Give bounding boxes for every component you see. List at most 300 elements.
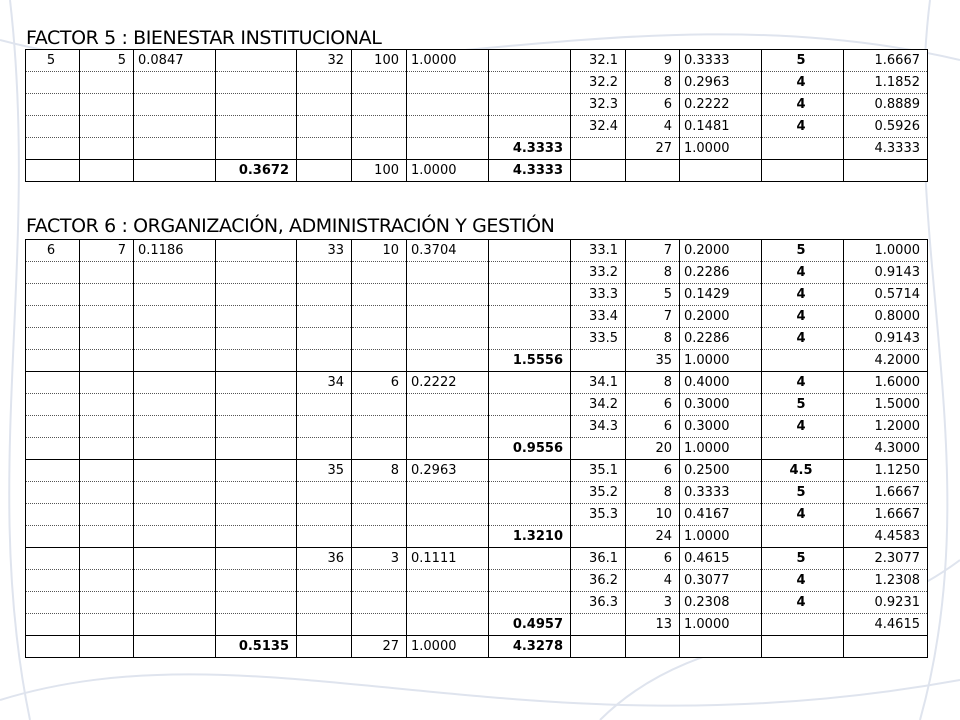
table-row xyxy=(26,306,928,328)
table-cell: 0.2963 xyxy=(680,72,762,94)
table-cell: 8 xyxy=(626,328,680,350)
table-cell: 34.3 xyxy=(571,416,626,438)
table-cell: 36.2 xyxy=(571,570,626,592)
table-cell xyxy=(26,416,80,438)
table-cell xyxy=(134,416,216,438)
table-cell xyxy=(489,570,571,592)
table-cell: 1.0000 xyxy=(680,350,762,372)
table-cell: 0.4000 xyxy=(680,372,762,394)
table-cell: 0.0847 xyxy=(134,50,216,72)
table-cell xyxy=(762,526,844,548)
table-cell xyxy=(407,482,489,504)
table-cell xyxy=(407,94,489,116)
table-cell xyxy=(571,526,626,548)
table-cell: 6 xyxy=(626,94,680,116)
table-cell xyxy=(297,328,352,350)
table-cell xyxy=(26,284,80,306)
table-cell xyxy=(297,306,352,328)
table-cell xyxy=(216,50,297,72)
table-cell: 36.3 xyxy=(571,592,626,614)
table-cell xyxy=(80,614,134,636)
table-cell xyxy=(407,570,489,592)
table-cell: 0.3704 xyxy=(407,240,489,262)
table-cell xyxy=(571,350,626,372)
table-cell xyxy=(80,72,134,94)
table-cell xyxy=(489,328,571,350)
table-cell: 4 xyxy=(762,504,844,526)
table-cell xyxy=(80,416,134,438)
table-cell xyxy=(134,548,216,570)
table-cell: 27 xyxy=(626,138,680,160)
table-cell xyxy=(26,116,80,138)
table-row xyxy=(26,94,928,116)
table-cell xyxy=(297,614,352,636)
table-cell xyxy=(352,72,407,94)
table-cell xyxy=(407,328,489,350)
table-cell xyxy=(489,262,571,284)
table-cell: 1.0000 xyxy=(407,636,489,658)
table-row xyxy=(26,438,928,460)
table-cell xyxy=(407,350,489,372)
table-cell xyxy=(26,636,80,658)
table-cell: 32.3 xyxy=(571,94,626,116)
table-cell xyxy=(216,394,297,416)
table-cell xyxy=(80,284,134,306)
table-cell xyxy=(216,570,297,592)
table-row xyxy=(26,350,928,372)
table-cell: 4 xyxy=(762,284,844,306)
table-cell xyxy=(571,636,626,658)
table-cell xyxy=(80,306,134,328)
table-cell: 1.0000 xyxy=(407,160,489,182)
table-cell: 36.1 xyxy=(571,548,626,570)
table-cell: 0.2308 xyxy=(680,592,762,614)
table-cell xyxy=(216,438,297,460)
table-cell: 1.1852 xyxy=(844,72,928,94)
table-cell xyxy=(216,526,297,548)
table-cell: 4 xyxy=(626,570,680,592)
table-cell: 1.0000 xyxy=(407,50,489,72)
table-row xyxy=(26,394,928,416)
table-cell: 1.5000 xyxy=(844,394,928,416)
table-cell: 33.4 xyxy=(571,306,626,328)
table-cell: 4.4615 xyxy=(844,614,928,636)
table-cell: 1.0000 xyxy=(680,438,762,460)
table-cell: 2.3077 xyxy=(844,548,928,570)
table-cell: 3 xyxy=(352,548,407,570)
table-cell xyxy=(762,636,844,658)
table-cell: 3 xyxy=(626,592,680,614)
table-cell xyxy=(80,138,134,160)
table-cell xyxy=(134,94,216,116)
table-cell: 6 xyxy=(626,548,680,570)
table-cell: 20 xyxy=(626,438,680,460)
factor5-title: FACTOR 5 : BIENESTAR INSTITUCIONAL xyxy=(26,27,382,49)
table-cell xyxy=(762,438,844,460)
table-cell xyxy=(762,614,844,636)
table-cell xyxy=(134,636,216,658)
table-cell xyxy=(489,504,571,526)
table-cell: 100 xyxy=(352,50,407,72)
table-cell xyxy=(407,614,489,636)
table-cell xyxy=(216,614,297,636)
table-cell xyxy=(216,416,297,438)
table-cell xyxy=(26,94,80,116)
table-cell xyxy=(297,262,352,284)
table-cell xyxy=(26,570,80,592)
table-cell: 35.3 xyxy=(571,504,626,526)
table-row xyxy=(26,138,928,160)
table-cell xyxy=(216,328,297,350)
table-cell: 0.3333 xyxy=(680,482,762,504)
table-cell xyxy=(216,372,297,394)
table-cell: 4 xyxy=(626,116,680,138)
table-cell: 1.2000 xyxy=(844,416,928,438)
table-cell xyxy=(80,328,134,350)
table-cell: 1.0000 xyxy=(680,526,762,548)
table-cell xyxy=(352,614,407,636)
table-cell xyxy=(297,636,352,658)
table-cell xyxy=(489,548,571,570)
table-cell: 0.4167 xyxy=(680,504,762,526)
table-cell xyxy=(297,72,352,94)
table-cell xyxy=(680,636,762,658)
table-row xyxy=(26,284,928,306)
table-cell xyxy=(26,328,80,350)
table-cell xyxy=(134,504,216,526)
table-cell xyxy=(80,526,134,548)
factor6-table xyxy=(25,239,928,658)
table-cell xyxy=(352,138,407,160)
table-cell xyxy=(216,592,297,614)
table-cell xyxy=(407,394,489,416)
table-cell xyxy=(489,50,571,72)
table-cell: 0.2222 xyxy=(407,372,489,394)
table-cell: 4.3000 xyxy=(844,438,928,460)
table-cell xyxy=(489,460,571,482)
table-cell: 34 xyxy=(297,372,352,394)
table-cell xyxy=(134,160,216,182)
table-cell xyxy=(352,306,407,328)
table-cell: 4.3333 xyxy=(489,160,571,182)
table-cell xyxy=(489,116,571,138)
table-cell xyxy=(134,460,216,482)
table-cell: 5 xyxy=(26,50,80,72)
table-row xyxy=(26,636,928,658)
table-cell xyxy=(352,94,407,116)
table-cell xyxy=(297,438,352,460)
table-cell xyxy=(80,94,134,116)
table-cell xyxy=(571,160,626,182)
table-cell xyxy=(297,394,352,416)
table-cell xyxy=(407,138,489,160)
table-cell xyxy=(762,138,844,160)
table-cell xyxy=(352,328,407,350)
table-cell: 5 xyxy=(762,548,844,570)
table-cell xyxy=(134,72,216,94)
table-cell xyxy=(762,160,844,182)
table-cell xyxy=(571,138,626,160)
table-cell xyxy=(352,482,407,504)
table-cell: 1.6667 xyxy=(844,50,928,72)
table-cell xyxy=(407,306,489,328)
table-cell xyxy=(407,416,489,438)
table-cell xyxy=(216,548,297,570)
table-cell xyxy=(352,416,407,438)
table-cell xyxy=(80,262,134,284)
table-cell: 4 xyxy=(762,72,844,94)
table-cell: 0.1429 xyxy=(680,284,762,306)
table-cell: 4 xyxy=(762,328,844,350)
table-cell: 32.2 xyxy=(571,72,626,94)
table-cell: 36 xyxy=(297,548,352,570)
table-cell: 4.3333 xyxy=(844,138,928,160)
table-cell: 4.2000 xyxy=(844,350,928,372)
table-cell: 0.2222 xyxy=(680,94,762,116)
table-cell xyxy=(216,306,297,328)
table-cell: 8 xyxy=(626,482,680,504)
table-cell: 0.3333 xyxy=(680,50,762,72)
table-cell xyxy=(26,526,80,548)
table-cell: 1.0000 xyxy=(680,138,762,160)
table-cell xyxy=(297,138,352,160)
table-cell xyxy=(216,482,297,504)
table-cell: 4 xyxy=(762,94,844,116)
table-cell xyxy=(297,160,352,182)
table-cell: 35 xyxy=(297,460,352,482)
table-cell xyxy=(352,592,407,614)
table-cell xyxy=(134,284,216,306)
table-row xyxy=(26,72,928,94)
table-cell: 0.1481 xyxy=(680,116,762,138)
table-cell: 10 xyxy=(352,240,407,262)
table-cell xyxy=(134,482,216,504)
table-cell xyxy=(80,350,134,372)
table-cell xyxy=(489,482,571,504)
table-cell: 9 xyxy=(626,50,680,72)
table-cell: 27 xyxy=(352,636,407,658)
table-cell: 5 xyxy=(762,482,844,504)
table-cell xyxy=(80,548,134,570)
table-cell xyxy=(352,350,407,372)
table-cell: 100 xyxy=(352,160,407,182)
table-cell: 4.3278 xyxy=(489,636,571,658)
table-row xyxy=(26,416,928,438)
table-cell: 1.3210 xyxy=(489,526,571,548)
table-cell xyxy=(216,504,297,526)
table-cell xyxy=(571,614,626,636)
table-cell xyxy=(134,570,216,592)
table-cell xyxy=(762,350,844,372)
table-cell: 0.8000 xyxy=(844,306,928,328)
table-cell xyxy=(134,350,216,372)
table-cell xyxy=(352,570,407,592)
table-cell xyxy=(489,306,571,328)
table-cell xyxy=(407,116,489,138)
table-cell xyxy=(134,592,216,614)
table-cell xyxy=(297,504,352,526)
table-cell xyxy=(134,372,216,394)
table-cell xyxy=(297,116,352,138)
table-cell xyxy=(297,526,352,548)
table-cell xyxy=(26,262,80,284)
table-row xyxy=(26,240,928,262)
table-cell xyxy=(216,72,297,94)
table-cell: 4 xyxy=(762,116,844,138)
table-cell: 6 xyxy=(26,240,80,262)
table-cell xyxy=(134,438,216,460)
table-cell: 0.5714 xyxy=(844,284,928,306)
table-cell xyxy=(134,306,216,328)
table-cell xyxy=(352,526,407,548)
table-cell xyxy=(134,394,216,416)
table-cell: 8 xyxy=(626,72,680,94)
table-cell xyxy=(134,262,216,284)
table-cell: 0.1186 xyxy=(134,240,216,262)
table-cell: 6 xyxy=(352,372,407,394)
table-cell xyxy=(80,394,134,416)
table-cell xyxy=(134,328,216,350)
table-cell: 0.2000 xyxy=(680,240,762,262)
table-cell: 4.5 xyxy=(762,460,844,482)
table-cell: 24 xyxy=(626,526,680,548)
table-cell: 4.3333 xyxy=(489,138,571,160)
table-cell: 33.5 xyxy=(571,328,626,350)
table-cell: 5 xyxy=(762,394,844,416)
table-cell xyxy=(571,438,626,460)
table-cell xyxy=(489,72,571,94)
table-cell xyxy=(80,460,134,482)
table-row xyxy=(26,160,928,182)
table-cell xyxy=(407,284,489,306)
table-cell: 13 xyxy=(626,614,680,636)
table-row xyxy=(26,372,928,394)
table-cell: 4 xyxy=(762,372,844,394)
table-cell xyxy=(297,570,352,592)
table-cell xyxy=(489,372,571,394)
table-cell: 0.3672 xyxy=(216,160,297,182)
table-cell: 1.6000 xyxy=(844,372,928,394)
table-cell xyxy=(80,504,134,526)
table-cell: 8 xyxy=(626,372,680,394)
table-cell: 33.2 xyxy=(571,262,626,284)
table-cell xyxy=(26,438,80,460)
factor6-title: FACTOR 6 : ORGANIZACIÓN, ADMINISTRACIÓN Y GESTIÓN xyxy=(26,215,555,237)
table-cell: 4 xyxy=(762,262,844,284)
table-cell: 6 xyxy=(626,394,680,416)
table-cell xyxy=(352,504,407,526)
table-row xyxy=(26,614,928,636)
table-cell xyxy=(352,438,407,460)
table-cell xyxy=(216,240,297,262)
table-cell xyxy=(407,438,489,460)
table-cell xyxy=(80,160,134,182)
table-cell xyxy=(489,592,571,614)
table-cell: 1.6667 xyxy=(844,482,928,504)
table-cell xyxy=(26,614,80,636)
table-cell: 4 xyxy=(762,416,844,438)
table-cell xyxy=(352,394,407,416)
table-cell xyxy=(407,526,489,548)
table-cell xyxy=(80,372,134,394)
table-cell: 5 xyxy=(762,50,844,72)
table-cell xyxy=(352,262,407,284)
table-cell: 8 xyxy=(352,460,407,482)
table-cell: 0.5135 xyxy=(216,636,297,658)
table-cell xyxy=(216,460,297,482)
table-cell: 5 xyxy=(762,240,844,262)
table-cell: 4 xyxy=(762,306,844,328)
table-cell: 33 xyxy=(297,240,352,262)
table-cell xyxy=(80,438,134,460)
table-cell xyxy=(26,372,80,394)
table-cell xyxy=(80,482,134,504)
table-cell xyxy=(26,504,80,526)
table-cell xyxy=(489,94,571,116)
table-cell: 0.2286 xyxy=(680,262,762,284)
table-cell: 6 xyxy=(626,460,680,482)
table-cell: 1.2308 xyxy=(844,570,928,592)
table-cell xyxy=(26,306,80,328)
table-cell xyxy=(297,284,352,306)
table-row xyxy=(26,328,928,350)
table-cell xyxy=(80,592,134,614)
table-cell xyxy=(216,350,297,372)
table-row xyxy=(26,548,928,570)
table-cell xyxy=(80,570,134,592)
table-row xyxy=(26,482,928,504)
table-row xyxy=(26,460,928,482)
table-row xyxy=(26,50,928,72)
table-cell xyxy=(407,504,489,526)
table-row xyxy=(26,262,928,284)
table-cell xyxy=(80,116,134,138)
table-cell xyxy=(216,138,297,160)
table-cell: 35 xyxy=(626,350,680,372)
table-cell xyxy=(297,350,352,372)
table-cell: 10 xyxy=(626,504,680,526)
table-cell: 6 xyxy=(626,416,680,438)
table-cell: 34.2 xyxy=(571,394,626,416)
table-cell xyxy=(134,138,216,160)
table-cell: 8 xyxy=(626,262,680,284)
table-cell: 4 xyxy=(762,592,844,614)
table-cell xyxy=(352,116,407,138)
table-cell: 0.3000 xyxy=(680,416,762,438)
table-cell xyxy=(297,592,352,614)
table-cell xyxy=(489,416,571,438)
table-row xyxy=(26,570,928,592)
table-cell: 0.2963 xyxy=(407,460,489,482)
table-cell: 4.4583 xyxy=(844,526,928,548)
table-cell xyxy=(216,94,297,116)
table-cell xyxy=(297,416,352,438)
table-cell xyxy=(489,240,571,262)
table-cell xyxy=(489,394,571,416)
table-cell: 0.3077 xyxy=(680,570,762,592)
table-cell: 7 xyxy=(80,240,134,262)
table-cell: 0.9143 xyxy=(844,328,928,350)
table-cell xyxy=(680,160,762,182)
table-cell: 32.4 xyxy=(571,116,626,138)
table-cell: 0.5926 xyxy=(844,116,928,138)
table-row xyxy=(26,116,928,138)
table-cell xyxy=(26,460,80,482)
factor5-table xyxy=(25,49,928,182)
table-cell: 34.1 xyxy=(571,372,626,394)
table-cell: 0.2000 xyxy=(680,306,762,328)
table-cell xyxy=(407,592,489,614)
